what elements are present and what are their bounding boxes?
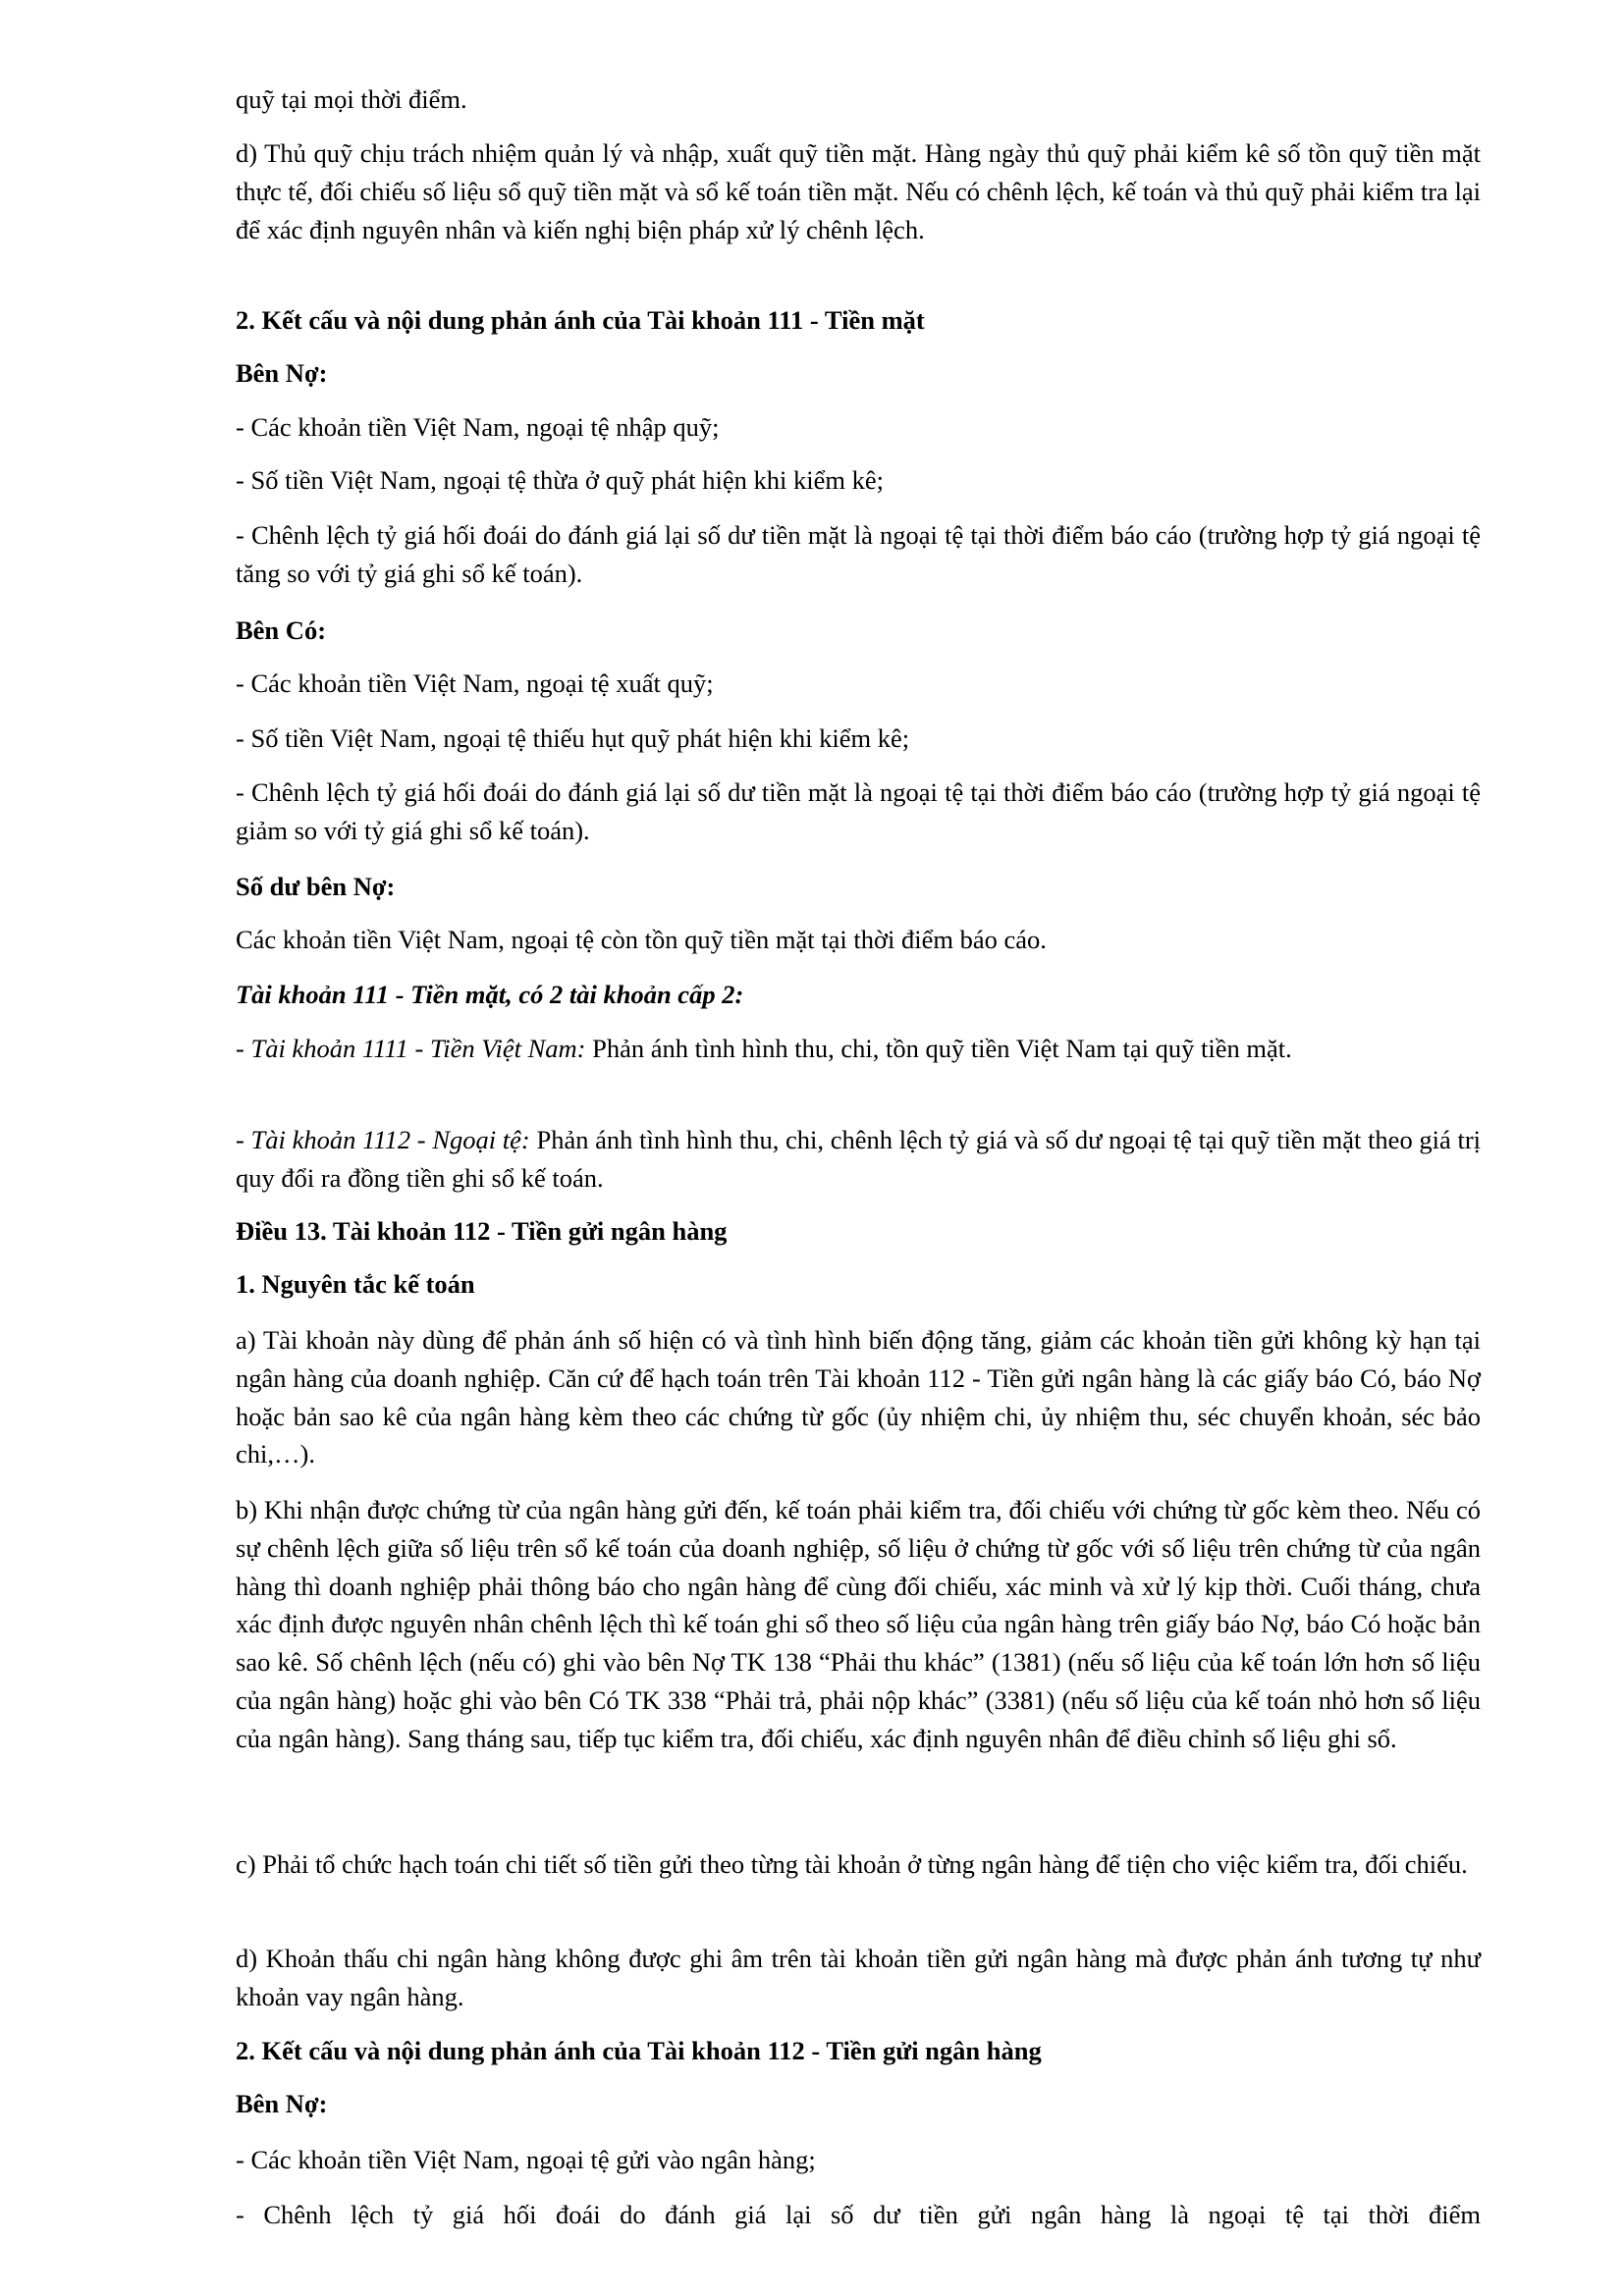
- heading-structure-account-111: 2. Kết cấu và nội dung phản ánh của Tài khoản 111 - Tiền mặt: [236, 305, 925, 335]
- sub-account-1111: [236, 1030, 1481, 1068]
- list-item: - Chênh lệch tỷ giá hối đoái do đánh giá lại số dư tiền mặt là ngoại tệ tại thời điểm báo cáo (trường hợp tỷ giá ngoại tệ tăng so với tỷ giá ghi sổ kế toán).: [236, 520, 1481, 588]
- heading-structure-account-112: 2. Kết cấu và nội dung phản ánh của Tài khoản 112 - Tiền gửi ngân hàng: [236, 2036, 1042, 2065]
- sub-account-1111-title: Tài khoản 1111 - Tiền Việt Nam:: [250, 1034, 586, 1063]
- heading-accounting-principles: 1. Nguyên tắc kế toán: [236, 1269, 475, 1299]
- paragraph-b: b) Khi nhận được chứng từ của ngân hàng gửi đến, kế toán phải kiểm tra, đối chiếu với chứng từ gốc kèm theo. Nếu có sự chênh lệch giữa số liệu trên sổ kế toán của doanh nghiệp, số liệu ở chứng từ gốc với số liệu trên chứng từ của ngân hàng thì doanh nghiệp phải thông báo cho ngân hàng để cùng đối chiếu, xác minh và xử lý kịp thời. Cuối tháng, chưa xác định được nguyên nhân chênh lệch thì kế toán ghi sổ theo số liệu của ngân hàng trên giấy báo Nợ, báo Có hoặc bản sao kê. Số chênh lệch (nếu có) ghi vào bên Nợ TK 138 “Phải thu khác” (1381) (nếu số liệu của kế toán lớn hơn số liệu của ngân hàng) hoặc ghi vào bên Có TK 338 “Phải trả, phải nộp khác” (3381) (nếu số liệu của kế toán nhỏ hơn số liệu của ngân hàng). Sang tháng sau, tiếp tục kiểm tra, đối chiếu, xác định nguyên nhân để điều chỉnh số liệu ghi sổ.: [236, 1495, 1481, 1753]
- list-item: - Số tiền Việt Nam, ngoại tệ thừa ở quỹ phát hiện khi kiểm kê;: [236, 465, 884, 495]
- paragraph-d: d) Khoản thấu chi ngân hàng không được ghi âm trên tài khoản tiền gửi ngân hàng mà được phản ánh tương tự như khoản vay ngân hàng.: [236, 1944, 1481, 2011]
- sub-account-1112-text: Phản ánh tình hình thu, chi, chênh lệch tỷ giá và số dư ngoại tệ tại quỹ tiền mặt theo giá trị quy đổi ra đồng tiền ghi sổ kế toán.: [236, 1125, 1482, 1193]
- paragraph-continuation: quỹ tại mọi thời điểm.: [236, 84, 467, 114]
- list-item: - Số tiền Việt Nam, ngoại tệ thiếu hụt quỹ phát hiện khi kiểm kê;: [236, 723, 910, 753]
- list-item: - Các khoản tiền Việt Nam, ngoại tệ nhập quỹ;: [236, 412, 720, 442]
- heading-sub-accounts-111: Tài khoản 111 - Tiền mặt, có 2 tài khoản cấp 2:: [236, 980, 744, 1009]
- paragraph-d-cashier: d) Thủ quỹ chịu trách nhiệm quản lý và nhập, xuất quỹ tiền mặt. Hàng ngày thủ quỹ phải kiểm kê số tồn quỹ tiền mặt thực tế, đối chiếu số liệu sổ quỹ tiền mặt và sổ kế toán tiền mặt. Nếu có chênh lệch, kế toán và thủ quỹ phải kiểm tra lại để xác định nguyên nhân và kiến nghị biện pháp xử lý chênh lệch.: [236, 138, 1481, 244]
- sub-account-1112: [236, 1121, 1481, 1198]
- list-item: - Chênh lệch tỷ giá hối đoái do đánh giá lại số dư tiền mặt là ngoại tệ tại thời điểm báo cáo (trường hợp tỷ giá ngoại tệ giảm so với tỷ giá ghi sổ kế toán).: [236, 777, 1481, 845]
- paragraph-c: c) Phải tổ chức hạch toán chi tiết số tiền gửi theo từng tài khoản ở từng ngân hàng để tiện cho việc kiểm tra, đối chiếu.: [236, 1849, 1468, 1879]
- heading-debit-balance-111: Số dư bên Nợ:: [236, 872, 396, 901]
- prefix: -: [236, 1125, 251, 1154]
- prefix: -: [236, 1034, 251, 1063]
- heading-credit-side-111: Bên Có:: [236, 615, 327, 645]
- paragraph-debit-balance: Các khoản tiền Việt Nam, ngoại tệ còn tồn quỹ tiền mặt tại thời điểm báo cáo.: [236, 925, 1047, 954]
- heading-article-13: Điều 13. Tài khoản 112 - Tiền gửi ngân hàng: [236, 1216, 728, 1246]
- list-item: - Các khoản tiền Việt Nam, ngoại tệ gửi vào ngân hàng;: [236, 2145, 816, 2174]
- heading-debit-side-112: Bên Nợ:: [236, 2089, 328, 2118]
- list-item: - Chênh lệch tỷ giá hối đoái do đánh giá lại số dư tiền gửi ngân hàng là ngoại tệ tại thời điểm: [236, 2200, 1481, 2229]
- paragraph-a: a) Tài khoản này dùng để phản ánh số hiện có và tình hình biến động tăng, giảm các khoản tiền gửi không kỳ hạn tại ngân hàng của doanh nghiệp. Căn cứ để hạch toán trên Tài khoản 112 - Tiền gửi ngân hàng là các giấy báo Có, báo Nợ hoặc bản sao kê của ngân hàng kèm theo các chứng từ gốc (ủy nhiệm chi, ủy nhiệm thu, séc chuyển khoản, séc bảo chi,…).: [236, 1325, 1481, 1469]
- sub-account-1111-text: Phản ánh tình hình thu, chi, tồn quỹ tiền Việt Nam tại quỹ tiền mặt.: [585, 1034, 1292, 1063]
- heading-debit-side-111: Bên Nợ:: [236, 358, 328, 388]
- list-item: - Các khoản tiền Việt Nam, ngoại tệ xuất quỹ;: [236, 668, 714, 698]
- sub-account-1112-title: Tài khoản 1112 - Ngoại tệ:: [250, 1125, 530, 1154]
